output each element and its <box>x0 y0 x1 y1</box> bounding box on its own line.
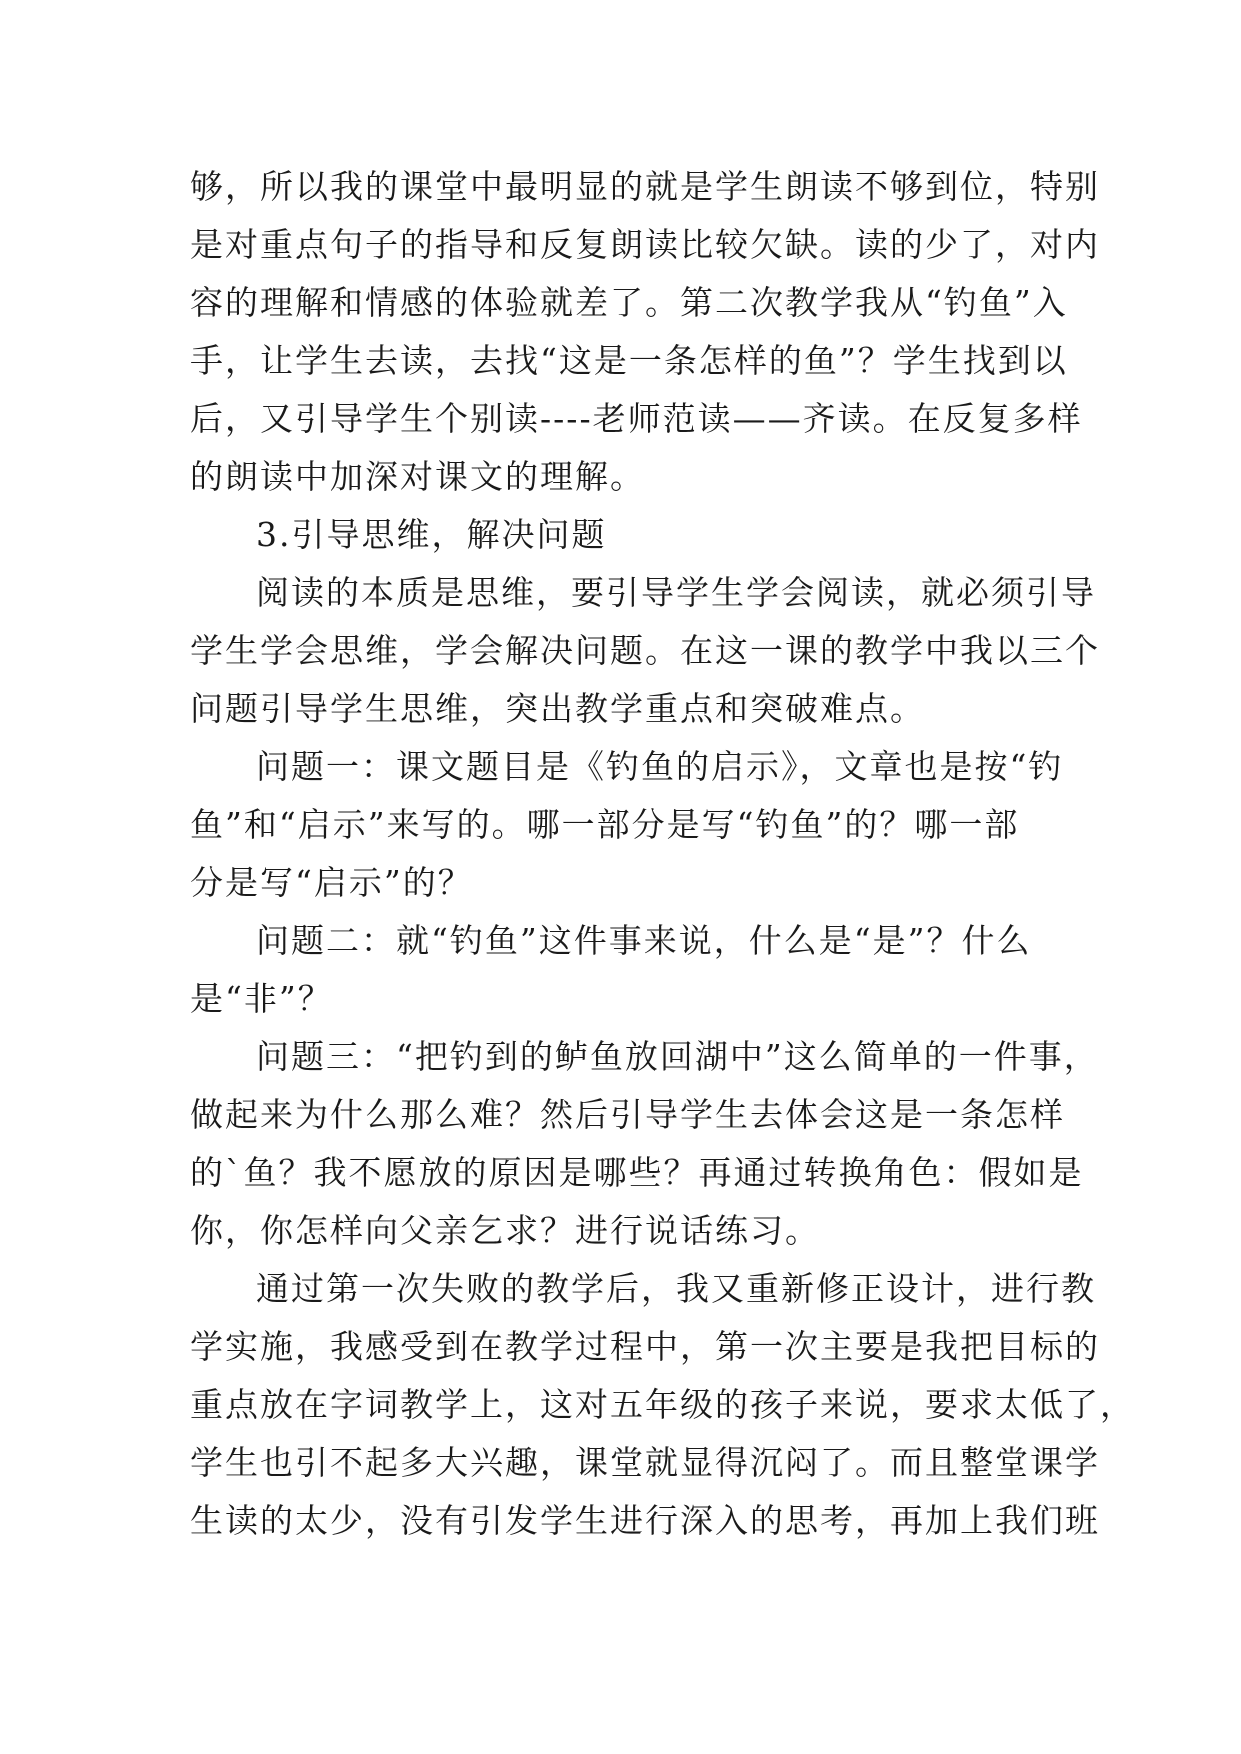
text-line: 的`鱼？我不愿放的原因是哪些？再通过转换角色：假如是 <box>190 1153 1084 1192</box>
text-line: 的朗读中加深对课文的理解。 <box>190 457 645 496</box>
text-line: 重点放在字词教学上，这对五年级的孩子来说，要求太低了， <box>190 1385 1135 1424</box>
text-line: 问题一：课文题目是《钓鱼的启示》，文章也是按“钓 <box>256 747 1064 786</box>
text-line: 通过第一次失败的教学后，我又重新修正设计，进行教 <box>256 1269 1096 1308</box>
text-line: 够，所以我的课堂中最明显的就是学生朗读不够到位，特别 <box>190 167 1100 206</box>
text-line: 学生也引不起多大兴趣，课堂就显得沉闷了。而且整堂课学 <box>190 1443 1100 1482</box>
section-heading: 3.引导思维，解决问题 <box>256 515 607 554</box>
text-line: 鱼”和“启示”来写的。哪一部分是写“钓鱼”的？哪一部 <box>190 805 1020 844</box>
text-line: 做起来为什么那么难？然后引导学生去体会这是一条怎样 <box>190 1095 1065 1134</box>
text-line: 后，又引导学生个别读----老师范读——齐读。在反复多样 <box>190 399 1083 438</box>
text-line: 是“非”？ <box>190 979 333 1018</box>
document-body <box>190 158 1135 1550</box>
text-line: 学生学会思维，学会解决问题。在这一课的教学中我以三个 <box>190 631 1100 670</box>
text-line: 学实施，我感受到在教学过程中，第一次主要是我把目标的 <box>190 1327 1100 1366</box>
text-line: 容的理解和情感的体验就差了。第二次教学我从“钓鱼”入 <box>190 283 1068 322</box>
text-line: 分是写“启示”的？ <box>190 863 473 902</box>
text-line: 问题引导学生思维，突出教学重点和突破难点。 <box>190 689 925 728</box>
text-line: 阅读的本质是思维，要引导学生学会阅读，就必须引导 <box>256 573 1096 612</box>
text-line: 是对重点句子的指导和反复朗读比较欠缺。读的少了，对内 <box>190 225 1100 264</box>
text-line: 生读的太少，没有引发学生进行深入的思考，再加上我们班 <box>190 1501 1100 1540</box>
text-line: 你，你怎样向父亲乞求？进行说话练习。 <box>190 1211 820 1250</box>
text-line: 手，让学生去读，去找“这是一条怎样的鱼”？学生找到以 <box>190 341 1068 380</box>
text-line: 问题二：就“钓鱼”这件事来说，什么是“是”？什么 <box>256 921 1032 960</box>
text-line: 问题三：“把钓到的鲈鱼放回湖中”这么简单的一件事， <box>256 1037 1099 1076</box>
